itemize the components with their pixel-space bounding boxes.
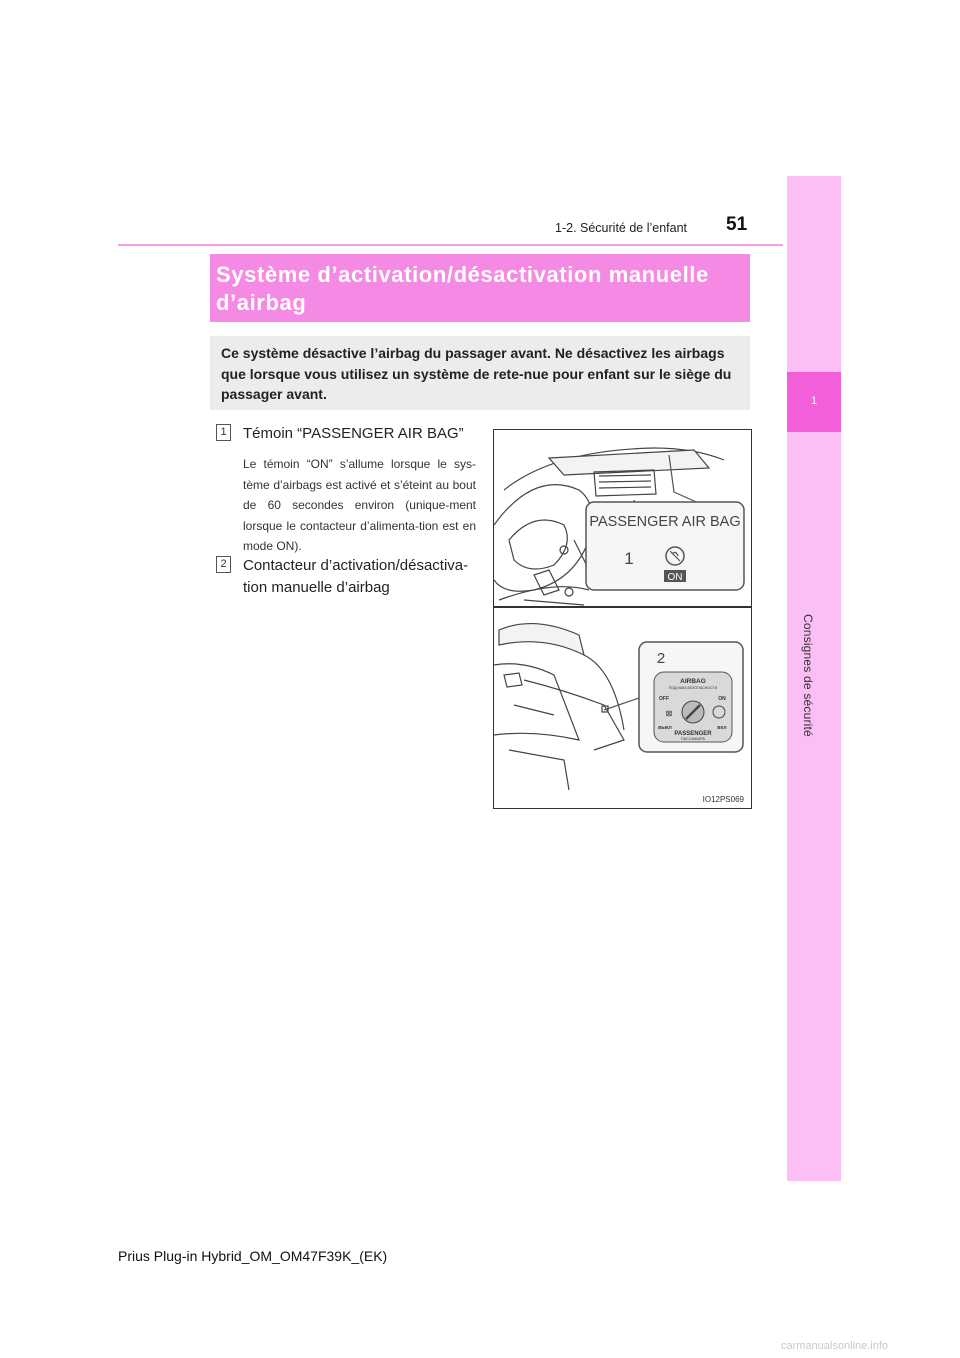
list-item-2 <box>216 555 476 599</box>
footer-manual-id: Prius Plug-in Hybrid_OM_OM47F39K_(EK) <box>118 1248 388 1264</box>
chapter-title: Consignes de sécurité <box>801 614 815 737</box>
intro-box <box>210 336 750 410</box>
on-indicator-label: ON <box>667 572 683 583</box>
switch-off-label-ru: ВЫКЛ <box>658 725 672 730</box>
figure-code: IO12PS069 <box>702 795 744 804</box>
switch-off-label: OFF <box>659 696 669 702</box>
item-label: Contacteur d’activation/désactiva-tion manuelle d’airbag <box>243 557 469 596</box>
switch-on-label-ru: ВКЛ <box>717 725 727 730</box>
switch-label-passenger: PASSENGER <box>674 731 712 737</box>
section-title: Système d’activation/désactivation manuelle d’airbag <box>216 262 709 315</box>
watermark: carmanualsonline.info <box>781 1340 889 1352</box>
item-number-badge: 1 <box>216 424 231 441</box>
item-label: Témoin “PASSENGER AIR BAG” <box>243 425 464 442</box>
item-number-badge: 2 <box>216 556 231 573</box>
intro-text: Ce système désactive l’airbag du passager avant. Ne désactivez les airbags que lorsque vous utilisez un système de rete-nue pour enfant sur le siège du passager avant. <box>221 345 732 402</box>
list-item-1 <box>216 423 476 557</box>
switch-label-airbag: AIRBAG <box>680 678 706 685</box>
page-number: 51 <box>726 214 748 235</box>
section-title-bar <box>210 254 750 322</box>
switch-label-airbag-ru: ПОДУШКА БЕЗОПАСНОСТИ <box>668 686 718 690</box>
illustration-figure <box>493 429 752 809</box>
indicator-panel-label: PASSENGER AIR BAG <box>589 514 741 530</box>
switch-label-passenger-ru: ПАССАЖИРА <box>680 737 706 741</box>
chapter-number: 1 <box>810 395 818 407</box>
switch-on-label: ON <box>718 696 726 702</box>
callout-2-number: 2 <box>656 650 666 667</box>
item-description: Le témoin “ON” s’allume lorsque le sys-tème d’airbags est activé et s’éteint au bout de 60 secondes environ (unique-ment lorsque le contacteur d’alimenta-tion est en mode ON). <box>243 457 476 553</box>
callout-1-number: 1 <box>624 549 634 568</box>
chapter-side-tab <box>787 176 841 1181</box>
header-divider <box>118 244 783 246</box>
child-seat-icon: ⊠ <box>665 709 673 718</box>
section-reference: 1-2. Sécurité de l’enfant <box>555 221 688 235</box>
dashboard-illustration <box>494 430 751 808</box>
